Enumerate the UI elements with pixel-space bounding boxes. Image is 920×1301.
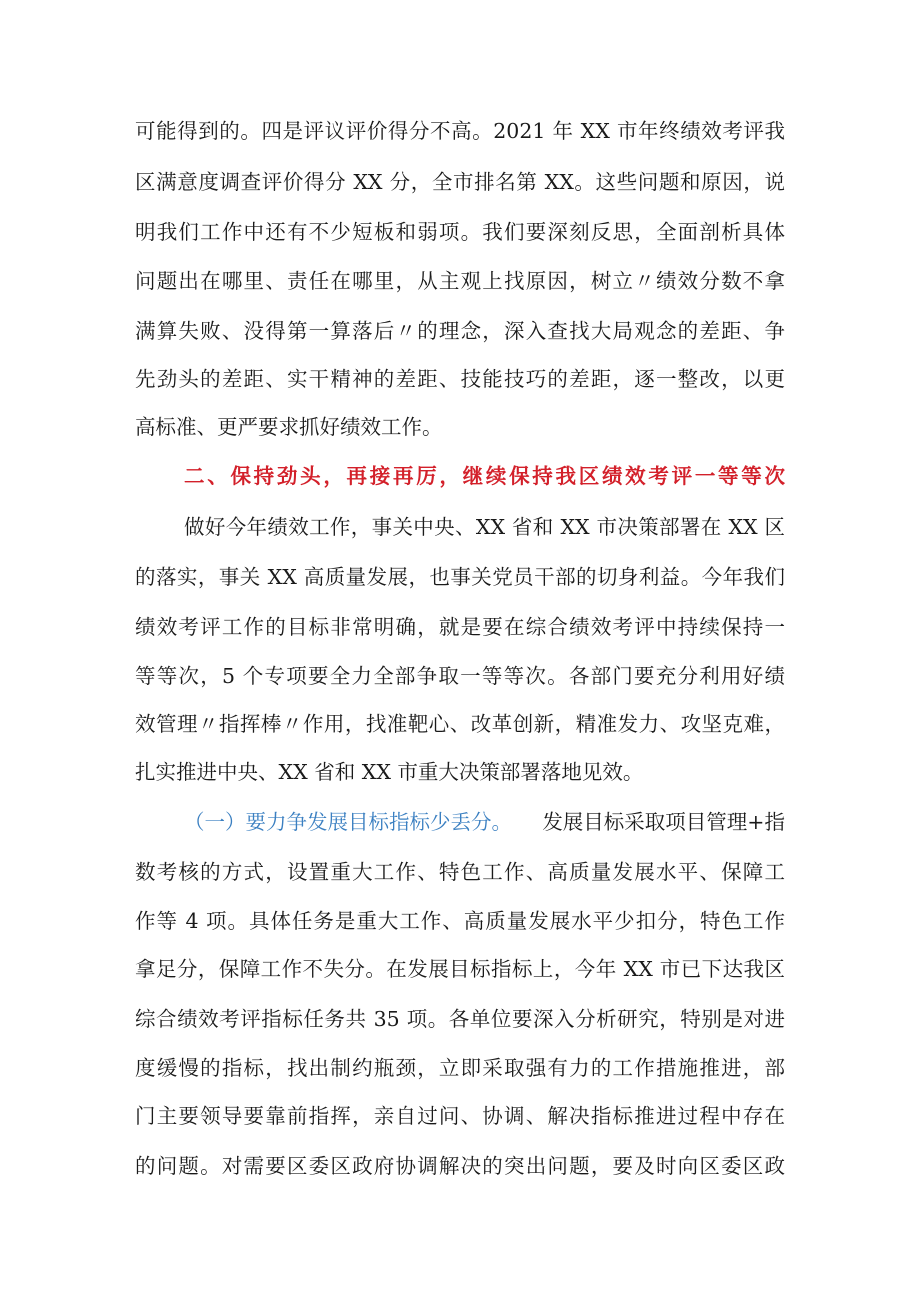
- text-line: 作等 4 项。具体任务是重大工作、高质量发展水平少扣分，特色工作: [135, 909, 785, 933]
- text-line: 数考核的方式，设置重大工作、特色工作、高质量发展水平、保障工: [135, 860, 785, 884]
- text-line: 可能得到的。四是评议评价得分不高。2021 年 XX 市年终绩效考评我: [135, 119, 785, 143]
- text-line: 等等次，5 个专项要全力全部争取一等等次。各部门要充分利用好绩: [135, 664, 785, 688]
- text-line: 绩效考评工作的目标非常明确，就是要在综合绩效考评中持续保持一: [135, 615, 785, 639]
- text-line: 的问题。对需要区委区政府协调解决的突出问题，要及时向区委区政: [135, 1154, 785, 1178]
- text-line: 先劲头的差距、实干精神的差距、技能技巧的差距，逐一整改，以更: [135, 367, 785, 391]
- text-line: 扎实推进中央、XX 省和 XX 市重大决策部署落地见效。: [135, 760, 644, 784]
- section-heading: 二、保持劲头，再接再厉，继续保持我区绩效考评一等等次: [184, 464, 785, 488]
- text-line: 区满意度调查评价得分 XX 分，全市排名第 XX。这些问题和原因，说: [135, 170, 785, 194]
- text-line: 满算失败、没得第一算落后〃的理念，深入查找大局观念的差距、争: [135, 319, 785, 343]
- text-line: 做好今年绩效工作，事关中央、XX 省和 XX 市决策部署在 XX 区: [184, 515, 785, 539]
- text-line: 综合绩效考评指标任务共 35 项。各单位要深入分析研究，特别是对进: [135, 1007, 785, 1031]
- text-line: 度缓慢的指标，找出制约瓶颈，立即采取强有力的工作措施推进，部: [135, 1056, 785, 1080]
- text-line: 高标准、更严要求抓好绩效工作。: [135, 415, 443, 439]
- text-line: 拿足分，保障工作不失分。在发展目标指标上，今年 XX 市已下达我区: [135, 957, 785, 981]
- text-line: 明我们工作中还有不少短板和弱项。我们要深刻反思，全面剖析具体: [135, 220, 785, 244]
- text-line: 门主要领导要靠前指挥，亲自过问、协调、解决指标推进过程中存在: [135, 1104, 785, 1128]
- text-line: 的落实，事关 XX 高质量发展，也事关党员干部的切身利益。今年我们: [135, 565, 785, 589]
- text-line: 效管理〃指挥棒〃作用，找准靶心、改革创新，精准发力、攻坚克难，: [135, 712, 785, 736]
- text-line: 问题出在哪里、责任在哪里，从主观上找原因，树立〃绩效分数不拿: [135, 269, 785, 293]
- subheading: （一）要力争发展目标指标少丢分。: [184, 810, 512, 834]
- text-segment: 发展目标采取项目管理+指: [542, 810, 785, 834]
- text-line-with-subheading: [184, 805, 785, 839]
